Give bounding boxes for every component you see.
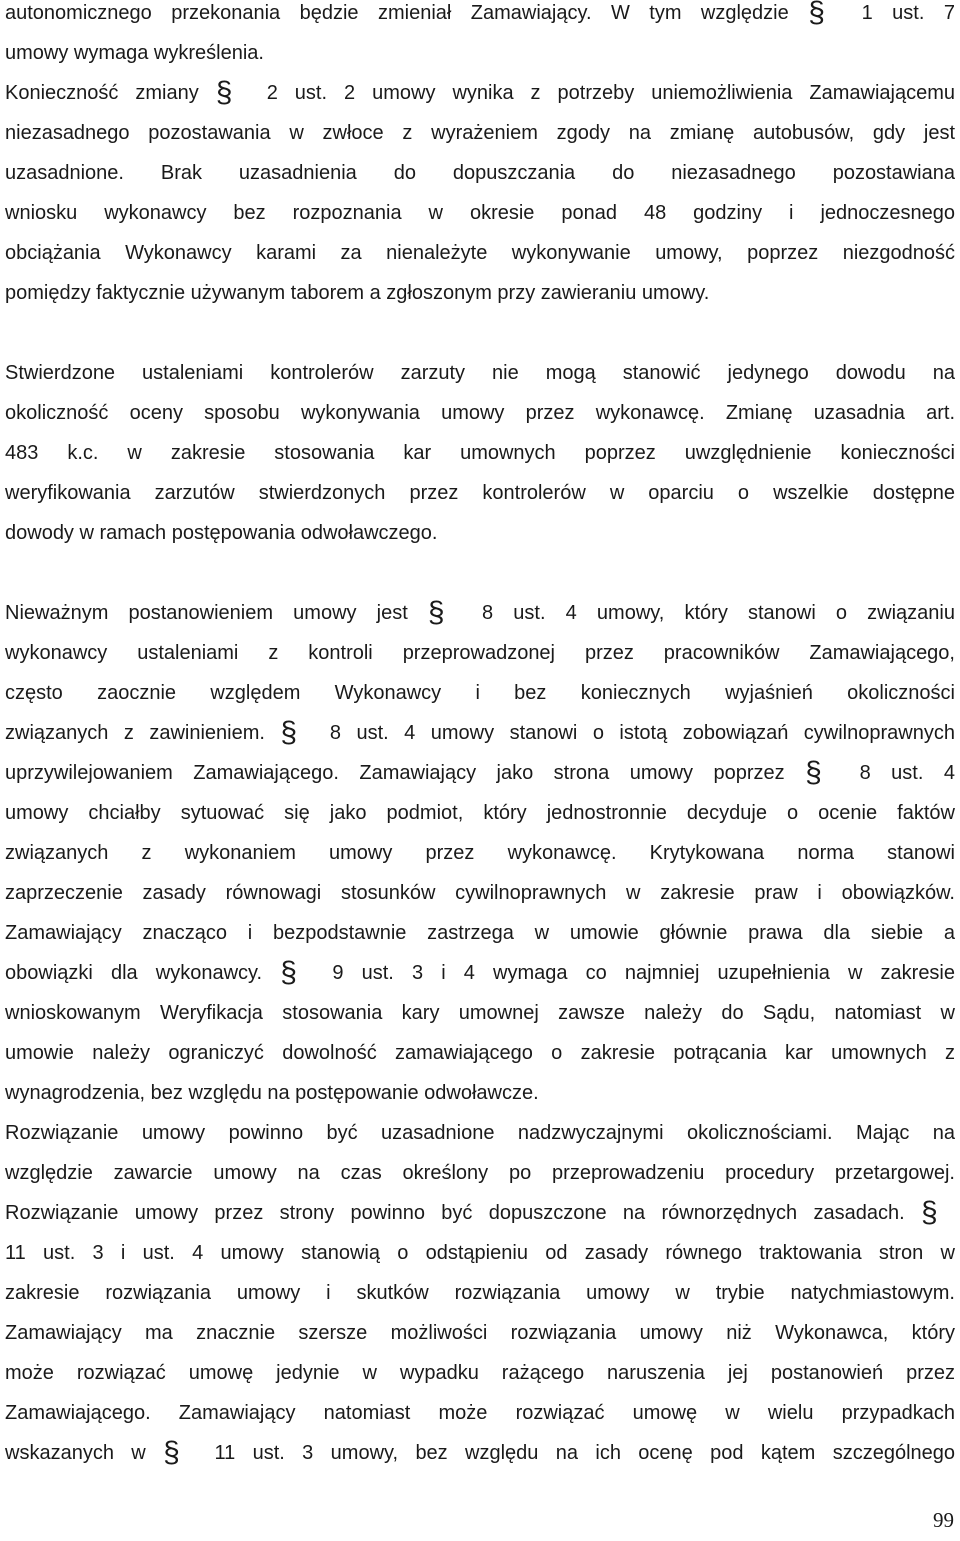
line-text: Nieważnym postanowieniem umowy jest: [5, 602, 408, 624]
line-text: dowody w ramach postępowania odwoławczego.: [5, 522, 438, 544]
body-text: [5, 0, 955, 1473]
text-line: [5, 0, 955, 33]
line-text-after-section: 2 ust. 2 umowy wynika z potrzeby uniemożliwienia Zamawiającemu: [266, 82, 955, 104]
line-text: umowy wymaga wykreślenia.: [5, 42, 264, 64]
line-text: wnioskowanym Weryfikacja stosowania kary umownej zawsze należy do Sądu, natomiast w: [5, 1002, 955, 1024]
line-text: Zamawiający znacząco i bezpodstawnie zastrzega w umowie głównie prawa dla siebie a: [5, 922, 955, 944]
text-line: [5, 73, 955, 113]
text-line: [5, 1313, 955, 1353]
text-line: [5, 1193, 955, 1233]
text-line: [5, 593, 955, 633]
text-line: [5, 673, 955, 713]
line-text-after-section: 1 ust. 7: [861, 2, 955, 24]
line-text: weryfikowania zarzutów stwierdzonych przez kontrolerów w oparciu o wszelkie dostępne: [5, 482, 955, 504]
text-line: [5, 713, 955, 753]
text-line: [5, 873, 955, 913]
text-line: [5, 1153, 955, 1193]
line-text: niezasadnego pozostawania w zwłoce z wyrażeniem zgody na zmianę autobusów, gdy jest: [5, 122, 955, 144]
line-text: Rozwiązanie umowy przez strony powinno być dopuszczone na równorzędnych zasadach.: [5, 1202, 905, 1224]
line-text: umowie należy ograniczyć dowolność zamawiającego o zakresie potrącania kar umownych z: [5, 1042, 955, 1064]
text-line: [5, 1273, 955, 1313]
section-sign: §: [427, 596, 445, 629]
text-line: [5, 1353, 955, 1393]
line-text: zaprzeczenie zasady równowagi stosunków cywilnoprawnych w zakresie praw i obowiązków.: [5, 882, 955, 904]
blank-line: [5, 553, 955, 593]
text-line: [5, 153, 955, 193]
line-text: względzie zawarcie umowy na czas określony po przeprowadzeniu procedury przetargowej.: [5, 1162, 955, 1184]
text-line: [5, 993, 955, 1033]
line-text: Zamawiającego. Zamawiający natomiast może rozwiązać umowę w wielu przypadkach: [5, 1402, 955, 1424]
text-line: [5, 833, 955, 873]
line-text: wskazanych w: [5, 1442, 146, 1464]
text-line: [5, 1073, 955, 1113]
text-line: [5, 753, 955, 793]
section-sign: §: [805, 756, 822, 789]
page-number: 99: [933, 1508, 954, 1532]
line-text: może rozwiązać umowę jedynie w wypadku rażącego naruszenia jej postanowień przez: [5, 1362, 955, 1384]
line-text: okoliczność oceny sposobu wykonywania umowy przez wykonawcę. Zmianę uzasadnia art.: [5, 402, 955, 424]
text-line: [5, 793, 955, 833]
line-text-after-section: 8 ust. 4 umowy stanowi o istotą zobowiązań cywilnoprawnych: [329, 722, 955, 744]
line-text: Stwierdzone ustaleniami kontrolerów zarzuty nie mogą stanowić jedynego dowodu na: [5, 362, 955, 384]
text-line: [5, 473, 955, 513]
section-sign: §: [808, 0, 825, 29]
text-line: [5, 433, 955, 473]
line-text: związanych z zawinieniem.: [5, 722, 265, 744]
text-line: [5, 953, 955, 993]
line-text: często zaocznie względem Wykonawcy i bez koniecznych wyjaśnień okoliczności: [5, 682, 955, 704]
line-text-after-section: 9 ust. 3 i 4 wymaga co najmniej uzupełnienia w zakresie: [332, 962, 956, 984]
line-text-after-section: 11 ust. 3 umowy, bez względu na ich ocenę pod kątem szczególnego: [214, 1442, 956, 1464]
text-line: [5, 513, 955, 553]
section-sign: §: [280, 956, 297, 989]
line-text: Zamawiający ma znacznie szersze możliwości rozwiązania umowy niż Wykonawca, który: [5, 1322, 955, 1344]
text-line: [5, 273, 955, 313]
text-line: [5, 1033, 955, 1073]
line-text: zakresie rozwiązania umowy i skutków rozwiązania umowy w trybie natychmiastowym.: [5, 1282, 955, 1304]
line-text-after-section: 8 ust. 4: [859, 762, 955, 784]
text-line: [5, 1233, 955, 1273]
text-line: [5, 193, 955, 233]
text-line: [5, 913, 955, 953]
line-text: wniosku wykonawcy bez rozpoznania w okresie ponad 48 godziny i jednoczesnego: [5, 202, 955, 224]
line-text-after-section: 8 ust. 4 umowy, który stanowi o związaniu: [482, 602, 955, 624]
section-sign: §: [280, 716, 298, 749]
line-text: autonomicznego przekonania będzie zmieniał Zamawiający. W tym względzie: [5, 2, 789, 24]
text-line: [5, 1433, 955, 1473]
text-line: [5, 1113, 955, 1153]
line-text: Konieczność zmiany: [5, 82, 199, 104]
blank-line: [5, 313, 955, 353]
line-text: umowy chciałby sytuować się jako podmiot, który jednostronnie decyduje o ocenie faktów: [5, 802, 955, 824]
text-line: [5, 633, 955, 673]
text-line: [5, 233, 955, 273]
line-text: obowiązki dla wykonawcy.: [5, 962, 263, 984]
text-line: [5, 113, 955, 153]
line-text: pomiędzy faktycznie używanym taborem a zgłoszonym przy zawieraniu umowy.: [5, 282, 710, 304]
line-text: 483 k.c. w zakresie stosowania kar umownych poprzez uwzględnienie konieczności: [5, 442, 955, 464]
section-sign: §: [163, 1436, 180, 1469]
text-line: [5, 33, 955, 73]
line-text: uprzywilejowaniem Zamawiającego. Zamawiający jako strona umowy poprzez: [5, 762, 785, 784]
line-text: Rozwiązanie umowy powinno być uzasadnione nadzwyczajnymi okolicznościami. Mając na: [5, 1122, 955, 1144]
section-sign: §: [921, 1196, 938, 1229]
line-text: uzasadnione. Brak uzasadnienia do dopuszczania do niezasadnego pozostawiana: [5, 162, 955, 184]
line-text: obciążania Wykonawcy karami za nienależyte wykonywanie umowy, poprzez niezgodność: [5, 242, 955, 264]
line-text: wykonawcy ustaleniami z kontroli przeprowadzonej przez pracowników Zamawiającego,: [5, 642, 955, 664]
line-text: związanych z wykonaniem umowy przez wykonawcę. Krytykowana norma stanowi: [5, 842, 955, 864]
text-line: [5, 353, 955, 393]
text-line: [5, 1393, 955, 1433]
section-sign: §: [215, 76, 233, 109]
line-text: wynagrodzenia, bez względu na postępowanie odwoławcze.: [5, 1082, 539, 1104]
line-text: 11 ust. 3 i ust. 4 umowy stanowią o odstąpieniu od zasady równego traktowania stron w: [5, 1242, 955, 1264]
text-line: [5, 393, 955, 433]
